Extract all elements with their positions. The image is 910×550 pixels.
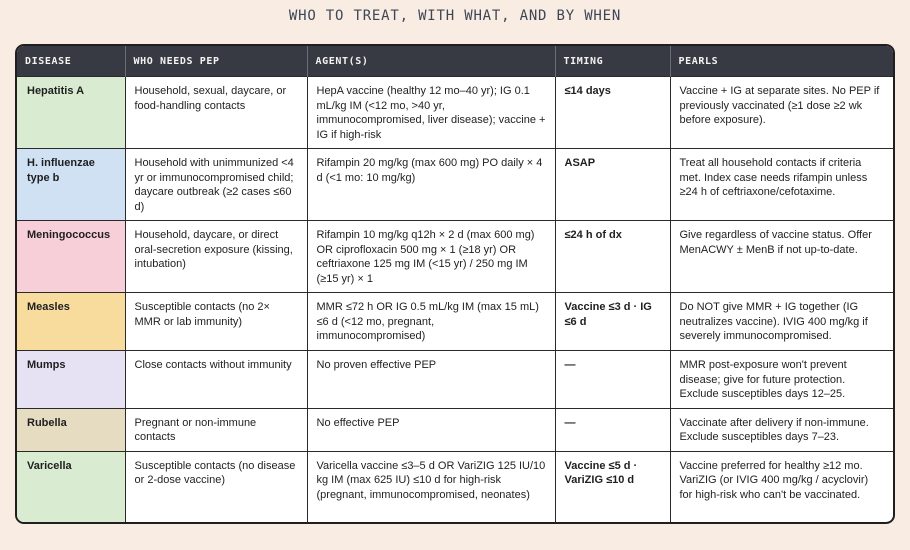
timing-cell: —: [555, 408, 670, 451]
agents-cell: No proven effective PEP: [307, 351, 555, 409]
header-timing: TIMING: [555, 46, 670, 77]
timing-cell: ASAP: [555, 149, 670, 221]
who-cell: Susceptible contacts (no disease or 2-dose vaccine): [125, 451, 307, 524]
agents-cell: Rifampin 20 mg/kg (max 600 mg) PO daily × 4 d (<1 mo: 10 mg/kg): [307, 149, 555, 221]
disease-cell: H. influenzae type b: [17, 149, 125, 221]
agents-cell: Varicella vaccine ≤3–5 d OR VariZIG 125 IU/10 kg IM (max 625 IU) ≤10 d for high-risk (pregnant, immunocompromised, neonates): [307, 451, 555, 524]
agents-cell: Rifampin 10 mg/kg q12h × 2 d (max 600 mg) OR ciprofloxacin 500 mg × 1 (≥18 yr) OR ceftriaxone 125 mg IM (<15 yr) / 250 mg IM (≥15 yr) × 1: [307, 221, 555, 293]
timing-cell: ≤14 days: [555, 77, 670, 149]
who-cell: Household with unimmunized <4 yr or immunocompromised child; daycare outbreak (≥2 cases ≤60 d): [125, 149, 307, 221]
pearls-cell: Do NOT give MMR + IG together (IG neutralizes vaccine). IVIG 400 mg/kg if severely immunocompromised.: [670, 293, 893, 351]
table-row: [17, 408, 893, 451]
who-cell: Household, sexual, daycare, or food-handling contacts: [125, 77, 307, 149]
table-row: [17, 293, 893, 351]
timing-cell: ≤24 h of dx: [555, 221, 670, 293]
table-row: [17, 351, 893, 409]
pearls-cell: Vaccine preferred for healthy ≥12 mo. VariZIG (or IVIG 400 mg/kg / acyclovir) for high-risk who can't be vaccinated.: [670, 451, 893, 524]
table-row: [17, 77, 893, 149]
who-cell: Household, daycare, or direct oral-secretion exposure (kissing, intubation): [125, 221, 307, 293]
disease-cell: Meningococcus: [17, 221, 125, 293]
disease-cell: Rubella: [17, 408, 125, 451]
who-cell: Close contacts without immunity: [125, 351, 307, 409]
who-cell: Pregnant or non-immune contacts: [125, 408, 307, 451]
table-header-row: [17, 46, 893, 77]
pep-table-container: [15, 44, 895, 524]
header-pearls: PEARLS: [670, 46, 893, 77]
disease-cell: Mumps: [17, 351, 125, 409]
pep-table: [17, 46, 893, 524]
agents-cell: No effective PEP: [307, 408, 555, 451]
pearls-cell: Vaccine + IG at separate sites. No PEP if previously vaccinated (≥1 dose ≥2 wk before exposure).: [670, 77, 893, 149]
header-who-needs-pep: WHO NEEDS PEP: [125, 46, 307, 77]
agents-cell: MMR ≤72 h OR IG 0.5 mL/kg IM (max 15 mL) ≤6 d (<12 mo, pregnant, immunocompromised): [307, 293, 555, 351]
table-row: [17, 221, 893, 293]
table-row: [17, 451, 893, 524]
pearls-cell: Treat all household contacts if criteria met. Index case needs rifampin unless ≥24 h of ceftriaxone/cefotaxime.: [670, 149, 893, 221]
timing-cell: Vaccine ≤3 d · IG ≤6 d: [555, 293, 670, 351]
disease-cell: Varicella: [17, 451, 125, 524]
timing-cell: Vaccine ≤5 d · VariZIG ≤10 d: [555, 451, 670, 524]
pearls-cell: MMR post-exposure won't prevent disease; give for future protection. Exclude susceptibles days 12–25.: [670, 351, 893, 409]
disease-cell: Measles: [17, 293, 125, 351]
pearls-cell: Give regardless of vaccine status. Offer MenACWY ± MenB if not up-to-date.: [670, 221, 893, 293]
pearls-cell: Vaccinate after delivery if non-immune. Exclude susceptibles days 7–23.: [670, 408, 893, 451]
header-agents: AGENT(S): [307, 46, 555, 77]
timing-cell: —: [555, 351, 670, 409]
header-disease: DISEASE: [17, 46, 125, 77]
page-title: WHO TO TREAT, WITH WHAT, AND BY WHEN: [288, 8, 622, 24]
table-row: [17, 149, 893, 221]
who-cell: Susceptible contacts (no 2× MMR or lab immunity): [125, 293, 307, 351]
agents-cell: HepA vaccine (healthy 12 mo–40 yr); IG 0.1 mL/kg IM (<12 mo, >40 yr, immunocompromised, liver disease); vaccine + IG if high-risk: [307, 77, 555, 149]
disease-cell: Hepatitis A: [17, 77, 125, 149]
